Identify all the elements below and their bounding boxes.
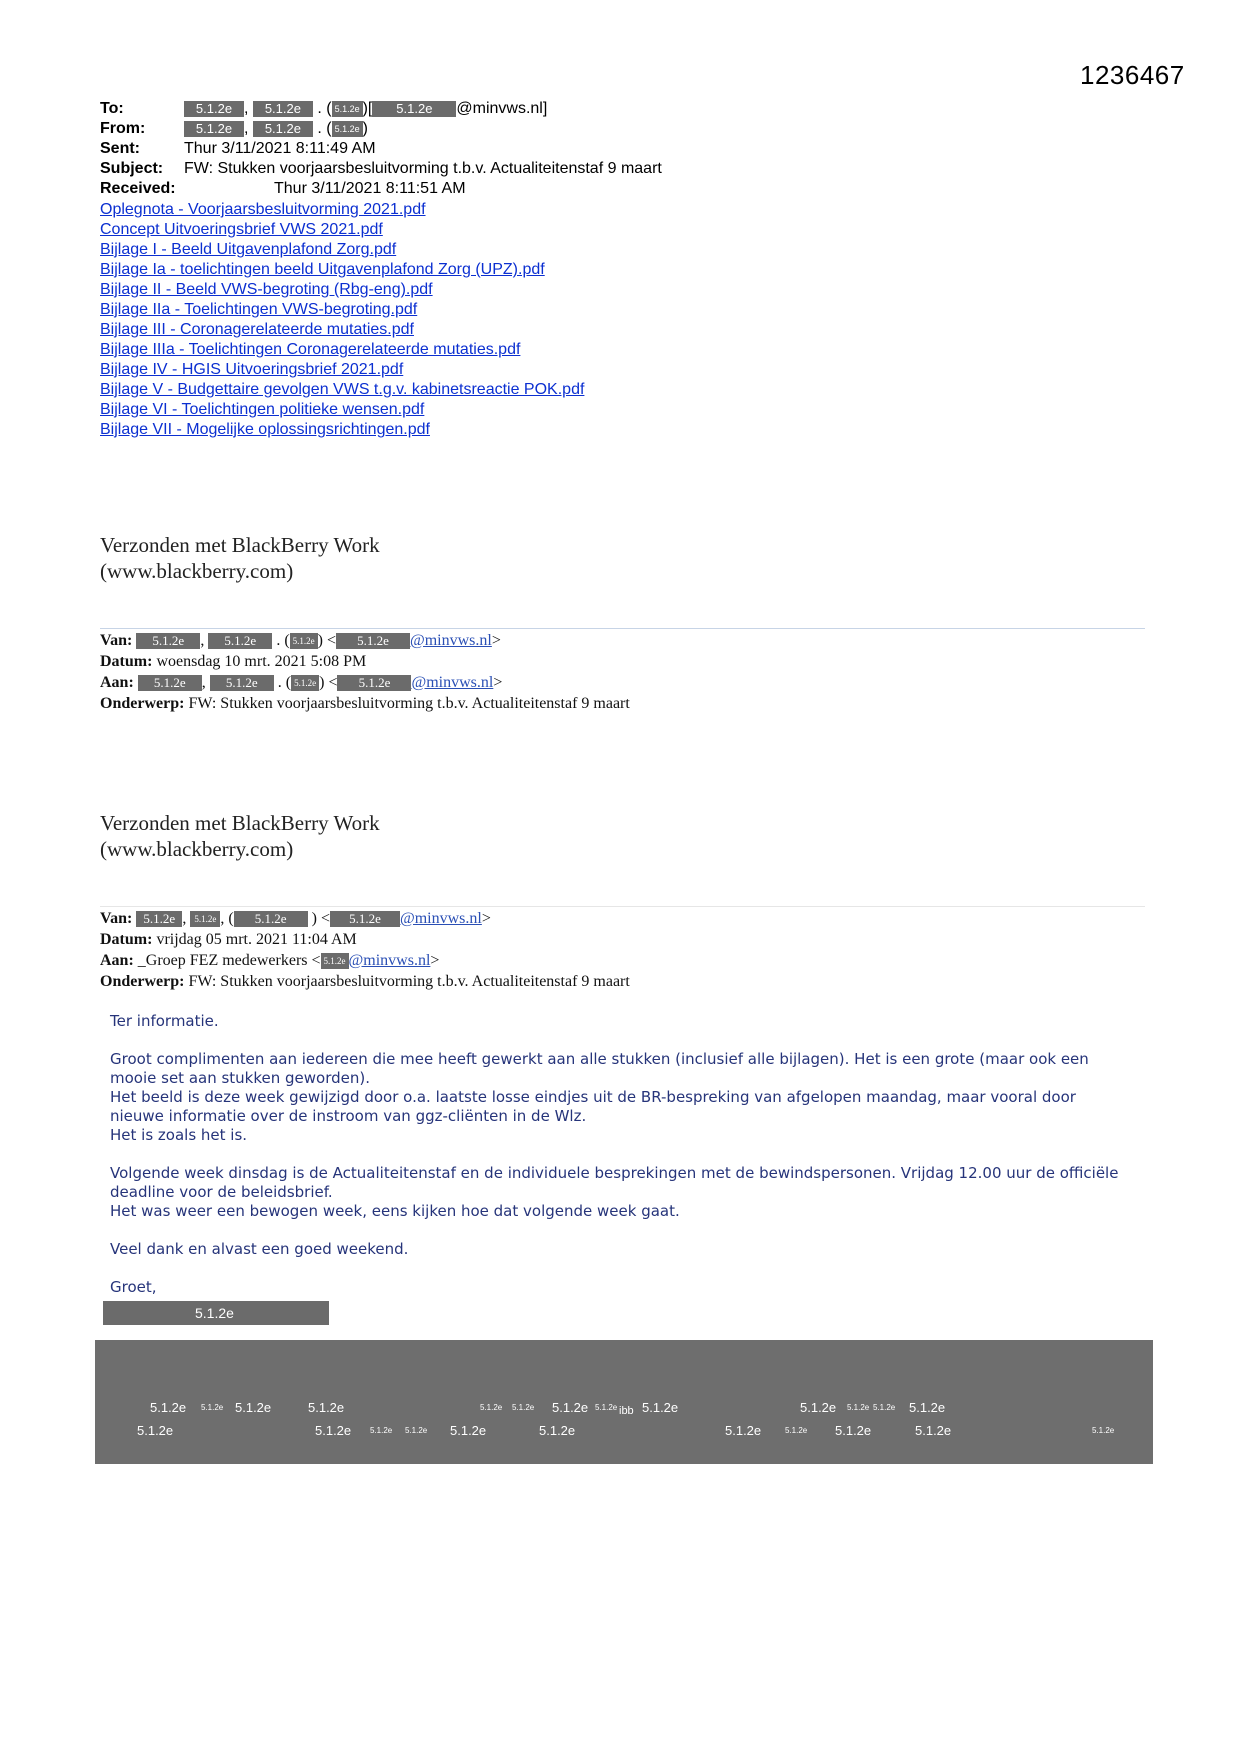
sent-row <box>100 139 1150 159</box>
blackberry-url: (www.blackberry.com) <box>100 559 294 583</box>
redaction-block: 5.1.2e <box>321 953 349 969</box>
redaction-label: 5.1.2e <box>847 1403 870 1412</box>
redaction-label: 5.1.2e <box>201 1403 224 1412</box>
signature-redaction: 5.1.2e <box>103 1301 329 1325</box>
redaction-block: 5.1.2e <box>210 675 274 691</box>
redaction-label: 5.1.2e <box>150 1400 187 1415</box>
redaction-label: 5.1.2e <box>725 1423 762 1438</box>
attachment-list <box>100 200 584 440</box>
subject-label: Subject: <box>100 160 164 177</box>
aan-label: Aan: <box>100 674 134 691</box>
body-line: Groot complimenten aan iedereen die mee heeft gewerkt aan alle stukken (inclusief alle bijlagen). Het is een grote (maar ook een mooie set aan stukken geworden). <box>110 1050 1089 1087</box>
footer-small-text: ibb <box>619 1405 634 1417</box>
redaction-block: 5.1.2e <box>372 101 456 117</box>
attachment-link[interactable]: Bijlage IIa - Toelichtingen VWS-begroting.pdf <box>100 301 418 318</box>
redaction-block: 5.1.2e <box>208 633 272 649</box>
van-label: Van: <box>100 910 133 927</box>
redaction-label: 5.1.2e <box>909 1400 946 1415</box>
aan-value: _Groep FEZ medewerkers < <box>137 952 321 969</box>
sent-label: Sent: <box>100 140 140 157</box>
from-row: From: 5.1.2e , 5.1.2e . ( 5.1.2e ) <box>100 120 368 137</box>
received-row <box>100 179 1150 199</box>
redaction-label: 5.1.2e <box>480 1403 503 1412</box>
attachment-link[interactable]: Bijlage VI - Toelichtingen politieke wensen.pdf <box>100 401 425 418</box>
email-header <box>100 99 1150 199</box>
attachment-link[interactable]: Bijlage VII - Mogelijke oplossingsrichtingen.pdf <box>100 421 430 438</box>
datum-value: vrijdag 05 mrt. 2021 11:04 AM <box>156 931 357 948</box>
message-body <box>110 1012 1130 1297</box>
redaction-block: 5.1.2e <box>336 633 410 649</box>
email-domain-link[interactable]: @minvws.nl <box>410 632 492 649</box>
from-label: From: <box>100 120 146 137</box>
blackberry-signature <box>100 532 380 584</box>
van-row: Van: 5.1.2e , 5.1.2e , ( 5.1.2e ) < 5.1.2e @minvws.nl > <box>100 910 491 927</box>
attachment-link[interactable]: Bijlage III - Coronagerelateerde mutaties.pdf <box>100 321 414 338</box>
attachment-link[interactable]: Bijlage IIIa - Toelichtingen Coronagerelateerde mutaties.pdf <box>100 341 521 358</box>
datum-label: Datum: <box>100 931 153 948</box>
onderwerp-row <box>100 971 630 992</box>
redaction-label: 5.1.2e <box>370 1426 393 1435</box>
attachment-link[interactable]: Bijlage Ia - toelichtingen beeld Uitgavenplafond Zorg (UPZ).pdf <box>100 261 545 278</box>
redaction-block: 5.1.2e <box>290 633 318 649</box>
blackberry-url: (www.blackberry.com) <box>100 837 294 861</box>
redaction-label: 5.1.2e <box>915 1423 952 1438</box>
blackberry-line: Verzonden met BlackBerry Work <box>100 811 380 835</box>
body-paragraph: Veel dank en alvast een goed weekend. <box>110 1240 409 1258</box>
received-label: Received: <box>100 180 176 197</box>
email-domain-link[interactable]: @minvws.nl <box>400 910 482 927</box>
redaction-block: 5.1.2e <box>253 101 313 117</box>
datum-value: woensdag 10 mrt. 2021 5:08 PM <box>156 653 367 670</box>
redaction-block: 5.1.2e <box>291 675 319 691</box>
to-domain: @minvws.nl] <box>456 100 548 117</box>
redaction-block: 5.1.2e <box>330 911 400 927</box>
redaction-block: 5.1.2e <box>332 101 363 117</box>
redaction-label: 5.1.2e <box>642 1400 679 1415</box>
redaction-label: 5.1.2e <box>595 1403 618 1412</box>
onderwerp-label: Onderwerp: <box>100 973 185 990</box>
redaction-block: 5.1.2e <box>253 121 313 137</box>
redaction-block: 5.1.2e <box>184 121 244 137</box>
body-line: Het was weer een bewogen week, eens kijken hoe dat volgende week gaat. <box>110 1202 680 1220</box>
body-line: Volgende week dinsdag is de Actualiteitenstaf en de individuele besprekingen met de bewindspersonen. Vrijdag 12.00 uur de officiële deadline voor de beleidsbrief. <box>110 1164 1119 1201</box>
attachment-link[interactable]: Concept Uitvoeringsbrief VWS 2021.pdf <box>100 221 383 238</box>
onderwerp-row <box>100 693 630 714</box>
greeting: Groet, <box>110 1278 157 1296</box>
forward-header-2 <box>100 908 630 992</box>
blackberry-signature <box>100 810 380 862</box>
redaction-label: 5.1.2e <box>235 1400 272 1415</box>
redaction-label: 5.1.2e <box>873 1403 896 1412</box>
datum-row <box>100 929 630 950</box>
redaction-label: 5.1.2e <box>835 1423 872 1438</box>
email-domain-link[interactable]: @minvws.nl <box>348 952 431 969</box>
redaction-block: 5.1.2e <box>184 101 244 117</box>
onderwerp-value: FW: Stukken voorjaarsbesluitvorming t.b.v. Actualiteitenstaf 9 maart <box>188 973 630 990</box>
attachment-link[interactable]: Bijlage IV - HGIS Uitvoeringsbrief 2021.pdf <box>100 361 404 378</box>
redaction-block: 5.1.2e <box>234 911 308 927</box>
forward-header-1 <box>100 630 630 714</box>
footer-redaction-block <box>95 1340 1153 1464</box>
redaction-label: 5.1.2e <box>137 1423 174 1438</box>
attachment-link[interactable]: Oplegnota - Voorjaarsbesluitvorming 2021.pdf <box>100 201 426 218</box>
aan-row: Aan: 5.1.2e , 5.1.2e . ( 5.1.2e ) < 5.1.2e @minvws.nl > <box>100 674 503 691</box>
redaction-block: 5.1.2e <box>138 675 202 691</box>
redaction-label: 5.1.2e <box>800 1400 837 1415</box>
attachment-link[interactable]: Bijlage II - Beeld VWS-begroting (Rbg-eng).pdf <box>100 281 433 298</box>
attachment-link[interactable]: Bijlage I - Beeld Uitgavenplafond Zorg.pdf <box>100 241 397 258</box>
subject-row <box>100 159 1150 179</box>
attachment-link[interactable]: Bijlage V - Budgettaire gevolgen VWS t.g.v. kabinetsreactie POK.pdf <box>100 381 585 398</box>
divider <box>100 628 1145 629</box>
redaction-label: 5.1.2e <box>315 1423 352 1438</box>
redaction-block: 5.1.2e <box>337 675 411 691</box>
van-label: Van: <box>100 632 133 649</box>
body-line: Het is zoals het is. <box>110 1126 248 1144</box>
to-row: To: 5.1.2e , 5.1.2e . ( 5.1.2e )[ 5.1.2e @minvws.nl] <box>100 100 548 117</box>
redaction-label: 5.1.2e <box>785 1426 808 1435</box>
redaction-block: 5.1.2e <box>190 911 220 927</box>
sent-value: Thur 3/11/2021 8:11:49 AM <box>184 140 376 157</box>
redaction-label: 5.1.2e <box>552 1400 589 1415</box>
redaction-label: 5.1.2e <box>512 1403 535 1412</box>
redaction-block: 5.1.2e <box>332 121 363 137</box>
to-label: To: <box>100 100 124 117</box>
redaction-label: 5.1.2e <box>539 1423 576 1438</box>
onderwerp-label: Onderwerp: <box>100 695 185 712</box>
onderwerp-value: FW: Stukken voorjaarsbesluitvorming t.b.v. Actualiteitenstaf 9 maart <box>188 695 630 712</box>
received-value: Thur 3/11/2021 8:11:51 AM <box>274 180 466 197</box>
divider <box>100 906 1145 907</box>
document-number: 1236467 <box>1080 60 1185 90</box>
body-line: Het beeld is deze week gewijzigd door o.a. laatste losse eindjes uit de BR-bespreking van afgelopen maandag, maar vooral door nieuwe informatie over de instroom van ggz-cliënten in de Wlz. <box>110 1088 1076 1125</box>
blackberry-line: Verzonden met BlackBerry Work <box>100 533 380 557</box>
van-row: Van: 5.1.2e , 5.1.2e . ( 5.1.2e ) < 5.1.2e @minvws.nl > <box>100 632 501 649</box>
datum-label: Datum: <box>100 653 153 670</box>
aan-label: Aan: <box>100 952 134 969</box>
email-domain-link[interactable]: @minvws.nl <box>411 674 494 691</box>
redaction-label: 5.1.2e <box>308 1400 345 1415</box>
subject-value: FW: Stukken voorjaarsbesluitvorming t.b.v. Actualiteitenstaf 9 maart <box>184 160 662 177</box>
redaction-label: 5.1.2e <box>405 1426 428 1435</box>
redaction-block: 5.1.2e <box>136 911 182 927</box>
body-paragraph: Ter informatie. <box>110 1012 219 1030</box>
redaction-block: 5.1.2e <box>136 633 200 649</box>
redaction-label: 5.1.2e <box>450 1423 487 1438</box>
aan-row: Aan: _Groep FEZ medewerkers < 5.1.2e @minvws.nl > <box>100 952 440 969</box>
redaction-label: 5.1.2e <box>1092 1426 1115 1435</box>
datum-row <box>100 651 630 672</box>
